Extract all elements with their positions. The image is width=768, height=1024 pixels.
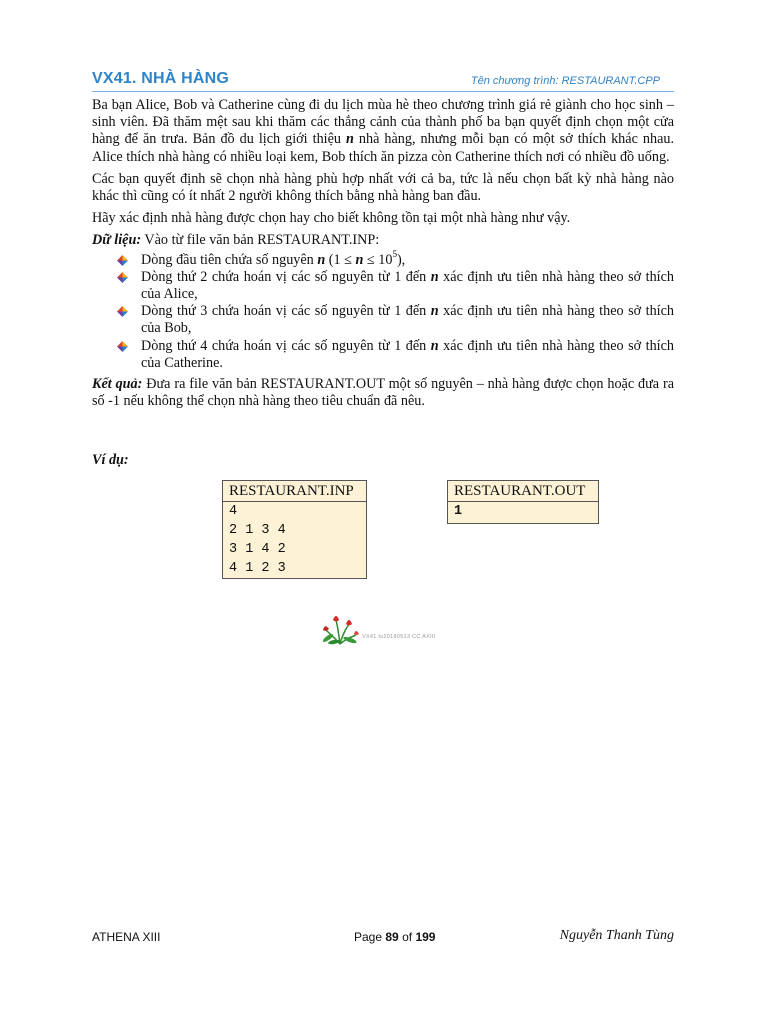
version-stamp: VX41 lo20180513 CC AXIII bbox=[362, 634, 436, 640]
list-item: Dòng thứ 3 chứa hoán vị các số nguyên từ 1 đến n xác định ưu tiên nhà hàng theo sở thích của Bob, bbox=[92, 303, 674, 337]
example-output-box bbox=[447, 480, 599, 524]
problem-title: VX41. NHÀ HÀNG bbox=[92, 70, 230, 87]
paragraph-story: Ba bạn Alice, Bob và Catherine cùng đi du lịch mùa hè theo chương trình giá rẻ giành cho học sinh – sinh viên. Đã thăm mệt sau khi thăm các thắng cảnh của thành phố ba bạn quyết định chọn một cửa hàng để ăn trưa. Bản đồ du lịch giới thiệu n nhà hàng, nhưng mỗi bạn có một sở thích khác nhau. Alice thích nhà hàng có nhiều loại kem, Bob thích ăn pizza còn Catherine thích nơi có nhiều đồ uống. bbox=[92, 97, 675, 165]
variable-n: n bbox=[346, 131, 354, 148]
input-line: 4 1 2 3 bbox=[229, 561, 286, 576]
page-number: Page 89 of 199 bbox=[354, 930, 436, 944]
output-text: Đưa ra file văn bản RESTAURANT.OUT một số nguyên – nhà hàng được chọn hoặc đưa ra số -1 nếu không thể chọn nhà hàng theo tiêu chuẩn đã nêu. bbox=[92, 376, 674, 410]
four-color-diamond-bullet-icon bbox=[117, 341, 128, 352]
paragraph-task: Hãy xác định nhà hàng được chọn hay cho biết không tồn tại một nhà hàng như vậy. bbox=[92, 210, 571, 227]
example-input-box bbox=[222, 480, 367, 579]
list-item: Dòng thứ 2 chứa hoán vị các số nguyên từ 1 đến n xác định ưu tiên nhà hàng theo sở thích của Alice, bbox=[92, 269, 674, 303]
input-line: 2 1 3 4 bbox=[229, 523, 286, 538]
four-color-diamond-bullet-icon bbox=[117, 272, 128, 283]
input-line: 3 1 4 2 bbox=[229, 542, 286, 557]
footer-series: ATHENA XIII bbox=[92, 930, 161, 944]
input-text: Vào từ file văn bản RESTAURANT.INP: bbox=[144, 232, 380, 249]
input-bullet-list bbox=[92, 248, 674, 372]
four-color-diamond-bullet-icon bbox=[117, 306, 128, 317]
list-item: Dòng đầu tiên chứa số nguyên n $(1 \le n \le 10^5)$, bbox=[92, 252, 674, 269]
input-line: 4 bbox=[229, 504, 238, 519]
problem-header bbox=[92, 70, 674, 96]
list-item: Dòng thứ 4 chứa hoán vị các số nguyên từ 1 đến n xác định ưu tiên nhà hàng theo sở thích của Catherine. bbox=[92, 338, 674, 372]
page-footer bbox=[92, 928, 674, 948]
output-label: Kết quả: bbox=[92, 376, 143, 393]
example-label: Ví dụ: bbox=[92, 452, 129, 468]
output-heading bbox=[92, 376, 674, 410]
paragraph-rule: Các bạn quyết định sẽ chọn nhà hàng phù hợp nhất với cả ba, tức là nếu chọn bất kỳ nhà hàng nào khác thì cũng có ít nhất 2 người không thích bằng nhà hàng ban đầu. bbox=[92, 170, 674, 205]
problem-statement bbox=[92, 97, 674, 415]
program-name: Tên chương trình: RESTAURANT.CPP bbox=[470, 75, 660, 87]
tulip-flowers-logo-icon bbox=[320, 606, 360, 646]
input-file-name: RESTAURANT.INP bbox=[223, 481, 366, 502]
footer-author: Nguyễn Thanh Tùng bbox=[559, 928, 674, 943]
input-label: Dữ liệu: bbox=[92, 232, 142, 249]
header-rule bbox=[92, 91, 674, 92]
output-file-name: RESTAURANT.OUT bbox=[448, 481, 598, 502]
input-heading bbox=[92, 232, 674, 249]
output-line: 1 bbox=[454, 504, 463, 519]
four-color-diamond-bullet-icon bbox=[117, 255, 128, 266]
